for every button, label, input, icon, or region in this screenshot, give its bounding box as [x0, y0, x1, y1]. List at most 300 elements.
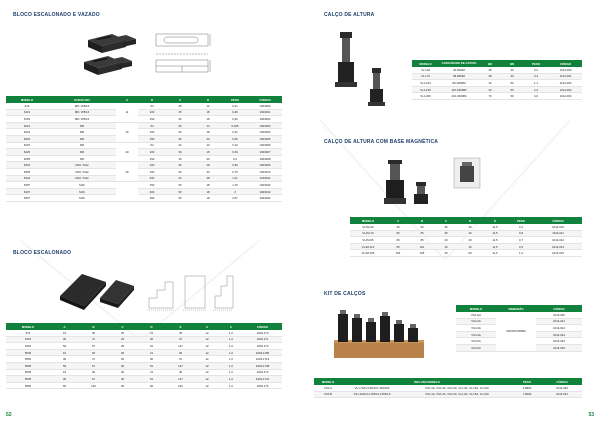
col-header: K: [482, 217, 508, 224]
cell: 35: [434, 230, 458, 237]
cell-dimension: 60X25X145MM: [496, 312, 536, 351]
col-header: CÓDIGO: [536, 305, 582, 312]
cell: 36: [434, 224, 458, 230]
cell: 147: [166, 362, 195, 369]
col-header: INCLUSO MODELO: [342, 378, 512, 385]
cell-codigo: 1003000: [248, 103, 282, 109]
cell-modelo: 6355: [6, 168, 48, 175]
cell-codigo: 1003004: [248, 129, 282, 136]
table-row: [350, 243, 582, 250]
cell: VLJ-200: [412, 93, 439, 100]
step-block-technical-drawing-2: [145, 268, 235, 312]
table-row: [412, 86, 582, 93]
cell: 0,9: [508, 243, 534, 250]
cell: 12: [195, 376, 219, 383]
col-header: CAPACIDADE DE AJUSTE: [439, 60, 479, 67]
cell-peso: 0,185: [222, 122, 248, 129]
col-header: BD: [479, 60, 501, 67]
cell: 5566: [6, 382, 50, 389]
cell: 40: [434, 243, 458, 250]
cell: 47: [79, 336, 108, 343]
cell-b: 64: [138, 142, 166, 149]
cell-d: 20: [194, 168, 222, 175]
cell: 11,5: [482, 224, 508, 230]
cell: 1014-001: [549, 73, 582, 80]
col-header: b: [219, 323, 243, 330]
col-header: A: [386, 217, 410, 224]
cell: 40: [458, 237, 482, 244]
col-header: A: [50, 323, 79, 330]
cell: 25: [108, 336, 137, 343]
cell-modelo: 6457: [6, 182, 48, 189]
cell: 1,0: [219, 330, 243, 336]
cell-c: 50: [166, 188, 194, 195]
cell: 30: [108, 376, 137, 383]
cell-peso: 0,19: [222, 142, 248, 149]
cell-modelo: 6225: [6, 149, 48, 156]
cell: VLJM-165: [350, 250, 386, 257]
cell: 147: [166, 376, 195, 383]
cell: 11,5: [482, 243, 508, 250]
cell-modelo: 6322: [6, 175, 48, 182]
col-header: PESO: [523, 60, 549, 67]
cell-codigo: 1003007: [248, 149, 282, 156]
cell: 5535: [6, 376, 50, 383]
cell: 50: [501, 93, 523, 100]
col-header: A: [116, 96, 138, 103]
cell: 67: [79, 376, 108, 383]
cell-parafuso: M8: [48, 122, 116, 129]
cell: 1014-020: [536, 312, 582, 318]
cell-c: 44: [166, 175, 194, 182]
table-row: [6, 109, 282, 116]
cell-b: 150: [138, 182, 166, 189]
cell-parafuso: M8 / W5/16: [48, 109, 116, 116]
table-row: [6, 175, 282, 182]
cell: 65: [410, 230, 434, 237]
cell: VSJ-1A, VSJ-2A, VSJ-3A, VLJ-4A, VLJ-5A, VLJ-6A: [402, 391, 512, 398]
cell-b: 100: [138, 162, 166, 169]
cell: VSJ-1A, VSJ-2A, VSJ-3A, VLJ-4A, VLJ-5A, VLJ-6A: [402, 385, 512, 391]
cell-a-group: 25: [116, 162, 138, 182]
cell: 1003-171: [243, 336, 282, 343]
cell-d: 13: [194, 142, 222, 149]
cell: 30: [50, 336, 79, 343]
cell-codigo: 1003043: [248, 182, 282, 189]
cell: 21: [137, 349, 166, 356]
cell: 11,5: [482, 250, 508, 257]
cell-d: 18: [194, 188, 222, 195]
cell-parafuso: M10 / M12: [48, 162, 116, 169]
cell: 1,0: [219, 343, 243, 350]
cell: 38: [479, 73, 501, 80]
cell: VLJ-100: [412, 80, 439, 87]
cell-codigo: 1003044: [248, 195, 282, 202]
col-header: B: [79, 323, 108, 330]
cell: 0,4: [523, 73, 549, 80]
table-row: [412, 93, 582, 100]
cell: VSJ-5A: [456, 338, 496, 345]
cell: 0,7: [508, 237, 534, 244]
cell-d: 18: [194, 162, 222, 169]
cell: 67: [79, 362, 108, 369]
col-header: PESO: [512, 378, 542, 385]
section-title-bloco-escalonado: BLOCO ESCALONADO: [13, 250, 72, 256]
cell: 25: [108, 349, 137, 356]
cell: 40: [458, 224, 482, 230]
cell-c: 32: [166, 142, 194, 149]
cell: 1014-024: [536, 338, 582, 345]
cell: VSJ-100/LVJ-155/LVJ-255/LS: [342, 391, 402, 398]
cell: 1014-012: [534, 237, 582, 244]
cell-peso: 2,67: [222, 195, 248, 202]
cell: 30: [501, 73, 523, 80]
col-header: B: [138, 96, 166, 103]
cell: 12: [195, 336, 219, 343]
cell: 19: [50, 369, 79, 376]
cell: 1003-170: [243, 330, 282, 336]
cell: 1,0: [219, 382, 243, 389]
cell: 70: [479, 93, 501, 100]
col-header: E: [166, 323, 195, 330]
cell: 25: [108, 343, 137, 350]
cell: 19: [50, 330, 79, 336]
section-title-calco-base-magnetica: CALÇO DE ALTURA COM BASE MAGNÉTICA: [324, 139, 439, 145]
cell-peso: 0,31: [222, 129, 248, 136]
cell: 1014-025: [536, 344, 582, 351]
col-header: D: [194, 96, 222, 103]
col-header: BN: [501, 60, 523, 67]
cell-codigo: 1003008: [248, 155, 282, 162]
table-row: [6, 162, 282, 169]
cell: 33: [479, 80, 501, 87]
table-row: [350, 237, 582, 244]
col-header: CÓDIGO: [534, 217, 582, 224]
cell: 5538: [6, 369, 50, 376]
col-header: D: [137, 323, 166, 330]
cell-b: 200: [138, 175, 166, 182]
cell: VSJ-3A: [456, 325, 496, 332]
cell: 12: [195, 362, 219, 369]
table-row: [6, 349, 282, 356]
cell-parafuso: M10 / M12: [48, 168, 116, 175]
cell: 12: [195, 349, 219, 356]
section-title-bloco-escalonado-vazado: BLOCO ESCALONADO E VAZADO: [13, 12, 100, 18]
cell-c: 30: [166, 149, 194, 156]
cell-parafuso: M8 / W5/16: [48, 116, 116, 123]
cell: 4,6: [523, 93, 549, 100]
table-row: [6, 369, 282, 376]
cell: 1,0: [219, 369, 243, 376]
cell-d: 18: [194, 129, 222, 136]
cell: VLJM-95: [350, 237, 386, 244]
cell: 12: [195, 330, 219, 336]
cell: 12: [195, 382, 219, 389]
cell: 115: [386, 250, 410, 257]
cell-b: 150: [138, 116, 166, 123]
cell: 210-330MM: [439, 93, 479, 100]
table-row: [6, 376, 282, 383]
cell: 147: [166, 343, 195, 350]
cell: 1014-011: [534, 230, 582, 237]
cell-c: 25: [166, 116, 194, 123]
cell-peso: 2: [222, 188, 248, 195]
col-header: CÓDIGO: [549, 60, 582, 67]
table-row: [6, 343, 282, 350]
cell: 0,2: [523, 67, 549, 73]
cell: 80-130MM: [439, 80, 479, 87]
cell: 30: [137, 356, 166, 363]
table-row: [6, 149, 282, 156]
cell: 30: [108, 356, 137, 363]
step-block-photo: [56, 266, 136, 312]
screw-jack-photo: [322, 30, 402, 120]
cell-parafuso: M8: [48, 142, 116, 149]
cell-c: 30: [166, 162, 194, 169]
table-row: [6, 356, 282, 363]
cell-modelo: 6254: [6, 135, 48, 142]
cell-a-group: 16: [116, 122, 138, 142]
cell-b: 100: [138, 129, 166, 136]
cell: 40: [386, 224, 410, 230]
cell-codigo: 1003003: [248, 122, 282, 129]
cell: 12: [195, 369, 219, 376]
cell-b: 200: [138, 188, 166, 195]
cell: 1014-031: [542, 391, 582, 398]
table-row: [6, 142, 282, 149]
cell-parafuso: M8: [48, 149, 116, 156]
cell: 4,8900: [512, 385, 542, 391]
cell: 30: [501, 67, 523, 73]
cell: VSJ-4A: [456, 331, 496, 338]
cell: 40: [458, 243, 482, 250]
cell-c: 25: [166, 109, 194, 116]
cell-modelo: 6153: [6, 116, 48, 123]
cell-codigo: 1003013: [248, 188, 282, 195]
cell-c: 50: [166, 182, 194, 189]
cell: VLJ-150: [412, 86, 439, 93]
table-row: [6, 382, 282, 389]
cell: 1,0: [219, 349, 243, 356]
cell: 12: [195, 356, 219, 363]
cell-peso: 0,28: [222, 109, 248, 116]
cell: 30: [108, 369, 137, 376]
cell: VLJM-40: [350, 224, 386, 230]
cell-peso: 0,39: [222, 162, 248, 169]
cell: 40: [434, 237, 458, 244]
table-row: [6, 195, 282, 202]
cell: 59: [50, 343, 79, 350]
cell: 1003-176: [243, 382, 282, 389]
cell-c: 30: [166, 155, 194, 162]
cell-d: 13: [194, 122, 222, 129]
cell: 25: [108, 330, 137, 336]
cell: 50: [501, 80, 523, 87]
cell-codigo: 1003009: [248, 162, 282, 169]
table-row: [350, 250, 582, 257]
cell-d: 18: [194, 109, 222, 116]
cell: 1003-1719: [243, 356, 282, 363]
cell-b: 64: [138, 122, 166, 129]
cell: VSJ-A: [314, 385, 342, 391]
col-header: CÓDIGO: [243, 323, 282, 330]
cell: 0,4: [508, 224, 534, 230]
col-header: MODELO: [6, 96, 48, 103]
cell: 51: [137, 343, 166, 350]
cell: 70: [166, 336, 195, 343]
bloco-escalonado-vazado-table: [6, 96, 282, 202]
cell-peso: 0,39: [222, 149, 248, 156]
table-row: [6, 182, 282, 189]
cell: 514: [6, 330, 50, 336]
cell: 40-60MM: [439, 67, 479, 73]
cell: 68-95MM: [439, 73, 479, 80]
cell-parafuso: M8: [48, 135, 116, 142]
cell: 165: [410, 250, 434, 257]
col-header: C: [166, 96, 194, 103]
page-number-left: 52: [6, 412, 12, 418]
cell-c: 25: [166, 103, 194, 109]
cell-modelo: 6224: [6, 129, 48, 136]
col-header: PESO: [222, 96, 248, 103]
col-header: MODELO: [314, 378, 342, 385]
cell-c: 30: [166, 168, 194, 175]
cell: 1014-015: [534, 250, 582, 257]
cell-d: 18: [194, 195, 222, 202]
cell-d: 18: [194, 116, 222, 123]
cell-codigo: 1003006: [248, 142, 282, 149]
cell: 1,0: [219, 376, 243, 383]
cell: VLJ-40: [412, 67, 439, 73]
cell: 1014-002: [549, 80, 582, 87]
cell: 45: [166, 330, 195, 336]
col-header: CÓDIGO: [542, 378, 582, 385]
cell: 1014-004: [549, 93, 582, 100]
cell-peso: 0,46: [222, 116, 248, 123]
cell: 11,5: [482, 230, 508, 237]
cell: 66: [386, 237, 410, 244]
kit-summary-table: [314, 378, 582, 398]
cell: 1003-1741: [243, 376, 282, 383]
cell-peso: 1,15: [222, 182, 248, 189]
step-block-technical-drawing: [152, 30, 218, 82]
table-row: [6, 155, 282, 162]
cell: 45: [434, 250, 458, 257]
step-block-slotted-photo: [82, 26, 144, 82]
cell: 11,5: [482, 237, 508, 244]
cell: VLJM-70: [350, 230, 386, 237]
cell-a-group: 20: [116, 142, 138, 162]
cell: 5565: [6, 356, 50, 363]
cell: 110-180MM: [439, 86, 479, 93]
cell-peso: 0,21: [222, 103, 248, 109]
cell-codigo: 1003011: [248, 175, 282, 182]
cell: VSJ-2A: [456, 318, 496, 325]
cell-peso: 0,6: [222, 155, 248, 162]
table-row: [314, 391, 582, 398]
cell-parafuso: M8: [48, 155, 116, 162]
cell: 1,0: [219, 356, 243, 363]
cell-d: 18: [194, 182, 222, 189]
cell: 1003-1155: [243, 349, 282, 356]
col-header: MODELO: [350, 217, 386, 224]
cell: 40: [458, 230, 482, 237]
cell: 50: [386, 230, 410, 237]
cell: 0,8: [508, 230, 534, 237]
cell-modelo: 6214: [6, 122, 48, 129]
cell-b: 64: [138, 103, 166, 109]
cell-codigo: 1003005: [248, 135, 282, 142]
cell: 30: [108, 382, 137, 389]
cell-b: 100: [138, 149, 166, 156]
cell: 1014-030: [542, 385, 582, 391]
cell-peso: 1,41: [222, 175, 248, 182]
cell-c: 30: [166, 129, 194, 136]
cell: 1014-010: [534, 224, 582, 230]
cell: 1,1: [523, 80, 549, 87]
cell: 30: [50, 376, 79, 383]
cell: 146: [79, 382, 108, 389]
cell-d: 18: [194, 149, 222, 156]
cell: 30: [50, 356, 79, 363]
cell: 65: [386, 243, 410, 250]
cell-parafuso: M16: [48, 188, 116, 195]
cell-modelo: 6255: [6, 155, 48, 162]
cell-parafuso: M10 / M12: [48, 175, 116, 182]
cell: 60: [458, 250, 482, 257]
table-row: [412, 80, 582, 87]
cell-c: 25: [166, 122, 194, 129]
cell: VSJ-6A: [456, 344, 496, 351]
cell: 45: [166, 369, 195, 376]
cell: 38: [479, 67, 501, 73]
cell-b: 100: [138, 109, 166, 116]
cell-codigo: 1003001: [248, 109, 282, 116]
cell: 30: [79, 369, 108, 376]
col-header: MODELO: [412, 60, 439, 67]
table-row: [6, 336, 282, 343]
cell: 1,0: [219, 336, 243, 343]
magnetic-base-jack-photo: [382, 154, 492, 208]
cell: 1014-021: [536, 318, 582, 325]
cell-a-group: 11: [116, 103, 138, 122]
cell-modelo: 6113: [6, 109, 48, 116]
cell-codigo: 1003010: [248, 168, 282, 175]
cell-parafuso: M8: [48, 129, 116, 136]
cell-d: 28: [194, 175, 222, 182]
cell-modelo: 6457: [6, 195, 48, 202]
cell: 59: [50, 362, 79, 369]
cell-b: 250: [138, 195, 166, 202]
cell: 47: [79, 356, 108, 363]
cell: 85: [410, 237, 434, 244]
cell: 1003-170: [243, 343, 282, 350]
cell: 65: [50, 382, 79, 389]
table-row: [6, 135, 282, 142]
col-header: A: [195, 323, 219, 330]
table-row: [6, 129, 282, 136]
cell-c: 50: [166, 195, 194, 202]
cell: 21: [137, 369, 166, 376]
cell: 67: [79, 343, 108, 350]
cell-modelo: 6215: [6, 142, 48, 149]
cell-a-group-empty: [116, 182, 138, 202]
table-row: [6, 168, 282, 175]
cell-d: 20: [194, 155, 222, 162]
cell: VSJ-HA: [456, 312, 496, 318]
page-number-right: 53: [588, 412, 594, 418]
cell: 33: [479, 86, 501, 93]
